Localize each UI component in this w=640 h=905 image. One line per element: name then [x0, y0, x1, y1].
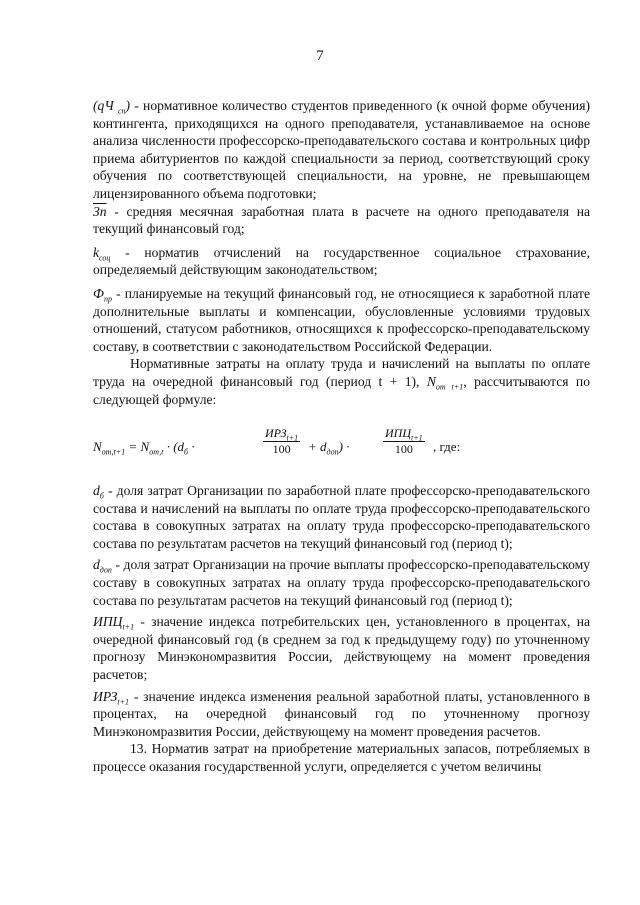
definition-text: - нормативное количество студентов приведенного (к очной форме обучения) контингента, приходящихся на одного преподавателя, устанавливаемое на основе анализа численности профессорско-преподавательского состава и контрольных цифр приема абитуриентов по каждой специальности за период, соответствующий сроку обучения по соответствующей специальности, на уровне, не превышающем лицензированного объема подготовки; [93, 98, 590, 201]
symbol-db: $d_б$ [93, 483, 104, 501]
definition-text: - значение индекса изменения реальной заработной платы, установленного в процентах, на очередной финансовый год по уточненному прогнозу Минэкономразвития России, действующему на момент проведения расчетов. [93, 688, 590, 739]
page-number: 7 [316, 48, 324, 64]
paragraph-ipc [93, 613, 590, 683]
paragraph-irz [93, 688, 590, 741]
formula-middle: + $d_{доп}$) · [308, 439, 350, 457]
fraction-irz: $ИРЗ_{t+1}$ 100 [265, 426, 299, 457]
paragraph-qch [93, 97, 590, 203]
symbol-ksoc: $k_{соц}$ [93, 244, 111, 263]
paragraph-db [93, 482, 590, 552]
definition-text: - значение индекса потребительских цен, установленного в процентах, на очередной финансовый год (в среднем за год к предыдущему году) по уточненному прогнозу Минэкономразвития России, действующему на момент проведения расчетов; [93, 614, 590, 683]
symbol-ipc: $ИПЦ_{t+1}$ [93, 614, 135, 632]
paragraph-zp [93, 203, 590, 238]
definition-text: - доля затрат Организации на прочие выплаты профессорско-преподавательскому составу в совокупных затратах на оплату труда профессорско-преподавательского состава по результатам расчетов на текущий финансовый год (период t); [93, 557, 590, 608]
definition-text: - средняя месячная заработная плата в расчете на одного преподавателя на текущий финансовый год; [93, 203, 590, 237]
paragraph-ksoc [93, 244, 590, 279]
symbol-not: $N_{от t+1}$ [426, 373, 464, 392]
paragraph-normative-costs: Нормативные затраты на оплату труда и начислений на выплаты по оплате труда на очередной финансовый год (период t + 1), $N_{от t+1}$, рассчитываются по следующей формуле: [93, 356, 590, 407]
symbol-ddop: $d_{доп}$ [93, 557, 112, 576]
paragraph-13: 13. Норматив затрат на приобретение материальных запасов, потребляемых в процессе оказания государственной услуги, определяется с учетом величины [93, 741, 590, 774]
definition-text: - планируемые на текущий финансовый год, не относящиеся к заработной плате дополнительные выплаты и компенсации, обусловленные условиями трудовых отношений, статусом работников, относящихся к профессорско-преподавательскому составу, в соответствии с законодательством Российской Федерации. [93, 285, 590, 354]
paragraph-fpr [93, 285, 590, 355]
fraction-ipc: $ИПЦ_{t+1}$ 100 [385, 426, 423, 457]
formula-lhs: $N_{от,t+1} = N_{от,t} \cdot (d_б$ · [93, 439, 195, 457]
document-body [93, 97, 590, 776]
symbol-fpr: $Ф_{пр}$ [93, 285, 112, 304]
formula-where: , где: [433, 439, 461, 455]
definition-text: - доля затрат Организации по заработной плате профессорско-преподавательского состава и начислений на выплаты по оплате труда профессорско-преподавательского состава в совокупных затратах на оплату труда профессорско-преподавательского состава по результатам расчетов на текущий финансовый год (период t); [93, 483, 590, 551]
definition-text: - норматив отчислений на государственное социальное страхование, определяемый действующим законодательством; [93, 244, 590, 278]
symbol-irz: $ИРЗ_{t+1}$ [93, 688, 130, 707]
symbol-qch: (qЧ $_{сп}$) [93, 98, 131, 116]
paragraph-ddop [93, 556, 590, 609]
formula [93, 418, 590, 474]
symbol-zp: Зп [93, 203, 107, 219]
